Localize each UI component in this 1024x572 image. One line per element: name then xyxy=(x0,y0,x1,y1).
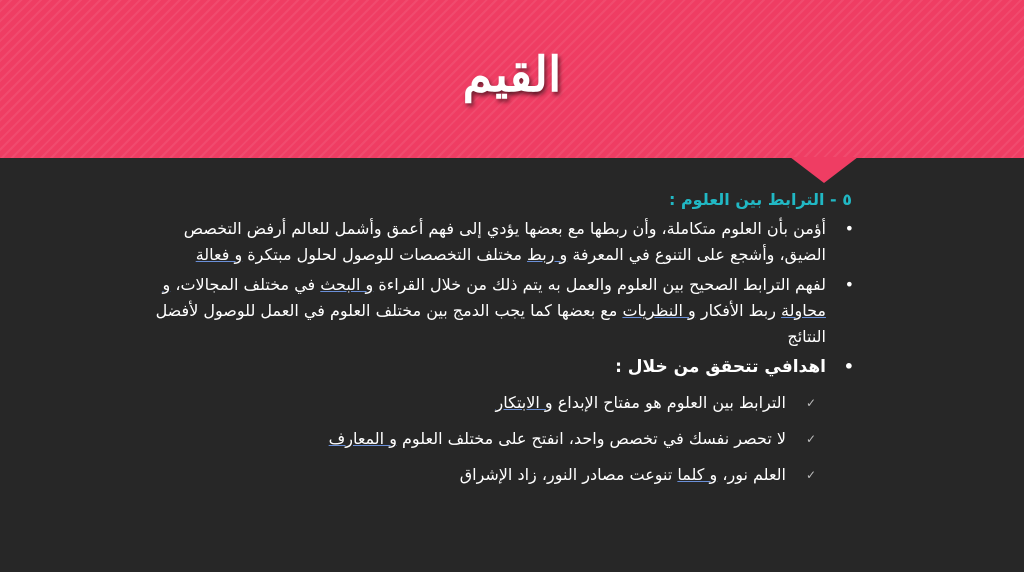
goal-item xyxy=(150,426,862,452)
goal-item xyxy=(150,390,862,416)
goal-text: العلم نور، xyxy=(717,465,786,484)
underlined-text: و النظريات xyxy=(622,301,696,320)
bullet-text: مختلف التخصصات للوصول لحلول مبتكرة xyxy=(242,245,528,264)
bullet-dot: • xyxy=(844,275,854,294)
goal-text: الترابط بين العلوم هو مفتاح الإبداع xyxy=(552,393,786,412)
underlined-text: و المعارف xyxy=(328,429,397,448)
underlined-text: و كلما xyxy=(677,465,718,484)
goal-text: لا تحصر نفسك في تخصص واحد، انفتح على مختلف العلوم xyxy=(396,429,786,448)
checkmark-icon: ✓ xyxy=(805,432,816,446)
checkmark-icon: ✓ xyxy=(805,468,816,482)
bullet-dot: • xyxy=(844,219,854,238)
bullet-item xyxy=(150,272,862,350)
bullet-item xyxy=(150,216,862,268)
underlined-text: و ربط xyxy=(527,245,568,264)
bullet-text: في مختلف المجالات، xyxy=(170,275,321,294)
bullet-dot: • xyxy=(843,357,854,376)
banner-notch xyxy=(790,157,858,183)
bullet-text: ربط الأفكار xyxy=(695,301,782,320)
title-banner xyxy=(0,0,1024,158)
slide-title: القيم xyxy=(462,47,562,103)
bullet-text: أؤمن بأن العلوم متكاملة، وأن ربطها مع بعضها يؤدي إلى فهم أعمق وأشمل للعالم أرفض التخصص الضيق، وأشجع على التنوع في المعرفة xyxy=(183,219,826,264)
goals-heading: اهدافي تتحقق من خلال : xyxy=(615,357,826,377)
slide-content xyxy=(150,188,862,498)
goals-heading-item xyxy=(150,354,862,380)
goal-item xyxy=(150,462,862,488)
goal-text: تنوعت مصادر النور، زاد الإشراق xyxy=(459,465,678,484)
bullet-text: مع بعضها كما يجب الدمج بين مختلف العلوم في العمل للوصول لأفضل النتائج xyxy=(155,301,826,346)
underlined-text: و الابتكار xyxy=(495,393,553,412)
underlined-text: و البحث xyxy=(320,275,374,294)
section-heading: ٥ - الترابط بين العلوم : xyxy=(668,190,852,209)
bullet-text: لفهم الترابط الصحيح بين العلوم والعمل به يتم ذلك من خلال القراءة xyxy=(373,275,826,294)
underlined-text: و فعالة xyxy=(195,245,243,264)
underlined-text: و محاولة xyxy=(162,275,826,320)
checkmark-icon: ✓ xyxy=(805,396,816,410)
